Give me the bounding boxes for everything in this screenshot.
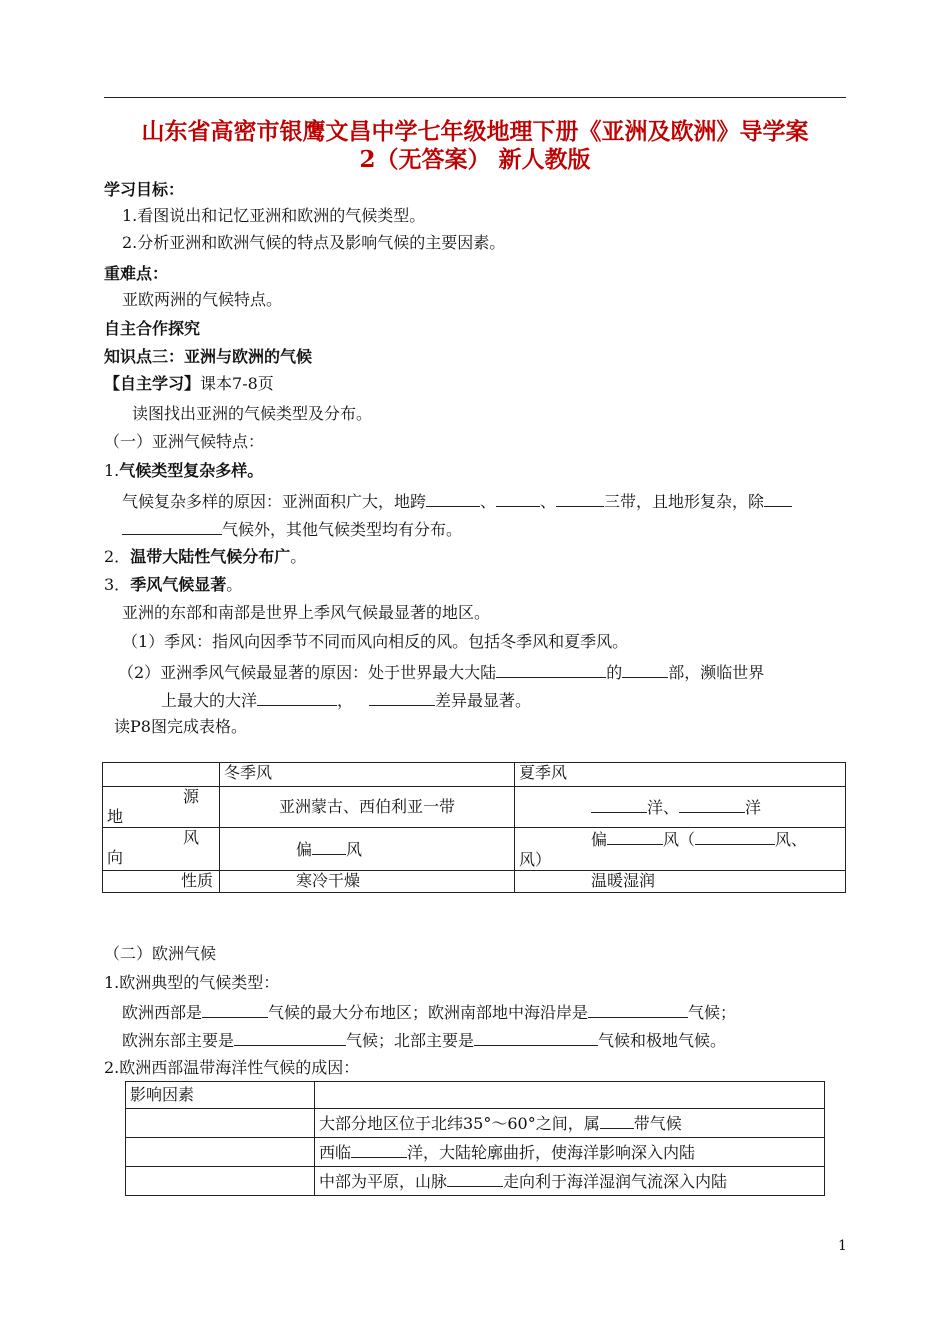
blank[interactable] bbox=[679, 796, 745, 813]
asia-reason-text-a: 气候复杂多样的原因：亚洲面积广大，地跨 bbox=[122, 492, 427, 511]
blank[interactable] bbox=[695, 828, 775, 845]
monsoon-reason-e: ， bbox=[337, 691, 354, 710]
table-cell bbox=[126, 1109, 315, 1138]
blank[interactable] bbox=[426, 490, 480, 507]
explore-heading: 自主合作探究 bbox=[104, 319, 201, 338]
table-header-summer: 夏季风 bbox=[515, 763, 846, 787]
factor-latitude bbox=[315, 1109, 825, 1138]
blank[interactable] bbox=[622, 661, 668, 678]
summer-direction-text: 偏 bbox=[591, 830, 608, 849]
row-label-part: 地 bbox=[107, 807, 124, 826]
header-rule bbox=[104, 97, 846, 98]
winter-direction bbox=[220, 828, 515, 871]
factor-header: 影响因素 bbox=[126, 1082, 315, 1109]
doc-title-line1: 山东省高密市银鹰文昌中学七年级地理下册《亚洲及欧洲》导学案 bbox=[141, 118, 809, 145]
table-row bbox=[126, 1167, 825, 1196]
kp3-heading: 知识点三：亚洲与欧洲的气候 bbox=[104, 347, 313, 366]
blank[interactable] bbox=[202, 1001, 268, 1018]
blank[interactable] bbox=[447, 1170, 503, 1187]
asia-point-3 bbox=[104, 575, 242, 595]
row-label-part: 源 bbox=[182, 787, 199, 806]
blank[interactable] bbox=[474, 1029, 598, 1046]
blank[interactable] bbox=[556, 490, 604, 507]
blank[interactable] bbox=[234, 1029, 346, 1046]
blank[interactable] bbox=[369, 689, 435, 706]
blank[interactable] bbox=[496, 661, 606, 678]
factor-text: 带气候 bbox=[633, 1114, 682, 1133]
table-row bbox=[126, 1082, 825, 1109]
blank[interactable] bbox=[496, 490, 540, 507]
factor-terrain bbox=[315, 1167, 825, 1196]
europe-west-text: 气候的最大分布地区；欧洲南部地中海沿岸是 bbox=[268, 1003, 589, 1022]
asia-reason-line-2 bbox=[122, 518, 462, 540]
factor-text: 走向利于海洋湿润气流深入内陆 bbox=[503, 1172, 728, 1191]
europe-east-line bbox=[122, 1029, 726, 1051]
factor-text: 洋，大陆轮廓曲折，使海洋影响深入内陆 bbox=[407, 1143, 696, 1162]
asia-section-heading: （一）亚洲气候特点： bbox=[104, 432, 265, 451]
page-number: 1 bbox=[838, 1238, 847, 1254]
asia-reason-line bbox=[122, 490, 792, 512]
asia-point-3-end: 。 bbox=[226, 575, 243, 594]
asia-point-1 bbox=[104, 461, 263, 481]
table-cell bbox=[315, 1082, 825, 1109]
monsoon-table bbox=[102, 762, 846, 893]
blank[interactable] bbox=[591, 796, 647, 813]
summer-direction-text: 风） bbox=[519, 850, 552, 869]
blank[interactable] bbox=[122, 518, 222, 535]
key-text: 亚欧两洲的气候特点。 bbox=[122, 290, 283, 309]
monsoon-reason-d: 上最大的大洋 bbox=[161, 691, 258, 710]
blank[interactable] bbox=[764, 490, 792, 507]
table-cell bbox=[126, 1167, 315, 1196]
blank[interactable] bbox=[312, 838, 346, 855]
asia-point-1-text: 气候类型复杂多样。 bbox=[119, 461, 264, 480]
read-map-instruction: 读图找出亚洲的气候类型及分布。 bbox=[132, 404, 373, 423]
asia-reason-text-c: 气候外，其他气候类型均有分布。 bbox=[222, 520, 463, 539]
monsoon-reason-a: （2）亚洲季风气候最显著的原因：处于世界最大大陆 bbox=[118, 663, 497, 682]
blank[interactable] bbox=[600, 1112, 634, 1129]
monsoon-reason-b: 的 bbox=[606, 663, 623, 682]
summer-source bbox=[515, 787, 846, 828]
factor-table bbox=[125, 1081, 825, 1196]
key-heading: 重难点： bbox=[104, 264, 169, 283]
asia-point-2 bbox=[104, 547, 306, 567]
asia-point-2-num: 2． bbox=[104, 547, 131, 566]
row-label-part: 向 bbox=[107, 848, 124, 867]
goal-2: 2.分析亚洲和欧洲气候的特点及影响气候的主要因素。 bbox=[122, 233, 506, 252]
doc-title-line2: 2（无答案） 新人教版 bbox=[359, 146, 591, 173]
table-row bbox=[126, 1138, 825, 1167]
winter-direction-text: 风 bbox=[346, 840, 363, 859]
table-row bbox=[103, 787, 846, 828]
asia-reason-text-b: 三带，且地形复杂，除 bbox=[604, 492, 765, 511]
self-study-pages: 课本7-8页 bbox=[200, 374, 274, 393]
winter-source: 亚洲蒙古、西伯利亚一带 bbox=[220, 787, 515, 828]
table-header-winter: 冬季风 bbox=[220, 763, 515, 787]
goals-heading: 学习目标： bbox=[104, 180, 185, 199]
europe-west-line bbox=[122, 1001, 736, 1023]
summer-direction bbox=[515, 828, 846, 871]
row-label-source bbox=[103, 787, 220, 828]
blank[interactable] bbox=[257, 689, 337, 706]
summer-nature: 温暖湿润 bbox=[515, 871, 846, 893]
europe-section-heading: （二）欧洲气候 bbox=[104, 944, 217, 963]
table-row bbox=[103, 828, 846, 871]
winter-nature: 寒冷干燥 bbox=[220, 871, 515, 893]
factor-text: 西临 bbox=[319, 1143, 352, 1162]
separator: 、 bbox=[540, 492, 557, 511]
table-cell bbox=[126, 1138, 315, 1167]
europe-west-text: 气候； bbox=[688, 1003, 737, 1022]
europe-point-2: 2.欧洲西部温带海洋性气候的成因： bbox=[104, 1058, 360, 1077]
table-row bbox=[103, 871, 846, 893]
summer-source-text: 洋、 bbox=[647, 798, 680, 817]
europe-point-1: 1.欧洲典型的气候类型： bbox=[104, 973, 280, 992]
asia-point-2-end: 。 bbox=[290, 547, 307, 566]
separator: 、 bbox=[480, 492, 497, 511]
monsoon-reason-c: 部，濒临世界 bbox=[668, 663, 765, 682]
summer-direction-text: 风（ bbox=[663, 830, 696, 849]
winter-direction-text: 偏 bbox=[296, 840, 313, 859]
asia-point-3-text: 季风气候显著 bbox=[130, 575, 227, 594]
read-p8-instruction: 读P8图完成表格。 bbox=[114, 717, 247, 736]
factor-ocean bbox=[315, 1138, 825, 1167]
monsoon-definition: （1）季风：指风向因季节不同而风向相反的风。包括冬季风和夏季风。 bbox=[122, 632, 629, 651]
factor-text: 大部分地区位于北纬35°～60°之间，属 bbox=[319, 1114, 600, 1133]
europe-east-text: 气候；北部主要是 bbox=[346, 1031, 475, 1050]
asia-point-1-num: 1. bbox=[104, 461, 120, 480]
monsoon-reason-line bbox=[118, 661, 764, 683]
row-label-part: 风 bbox=[182, 828, 199, 847]
row-label-nature: 性质 bbox=[103, 871, 220, 893]
monsoon-region: 亚洲的东部和南部是世界上季风气候最显著的地区。 bbox=[122, 603, 491, 622]
table-row bbox=[103, 763, 846, 787]
table-cell bbox=[103, 763, 220, 787]
factor-text: 中部为平原，山脉 bbox=[319, 1172, 448, 1191]
goal-1: 1.看图说出和记忆亚洲和欧洲的气候类型。 bbox=[122, 206, 426, 225]
self-study-line bbox=[104, 374, 274, 394]
europe-east-text: 气候和极地气候。 bbox=[598, 1031, 727, 1050]
asia-point-3-num: 3． bbox=[104, 575, 131, 594]
table-row bbox=[126, 1109, 825, 1138]
monsoon-reason-line-2 bbox=[161, 689, 531, 711]
monsoon-reason-f: 差异最显著。 bbox=[435, 691, 532, 710]
blank[interactable] bbox=[588, 1001, 688, 1018]
summer-source-text: 洋 bbox=[745, 798, 762, 817]
row-label-direction bbox=[103, 828, 220, 871]
blank[interactable] bbox=[351, 1141, 407, 1158]
asia-point-2-text: 温带大陆性气候分布广 bbox=[130, 547, 291, 566]
summer-direction-text: 风、 bbox=[775, 830, 808, 849]
europe-east-text: 欧洲东部主要是 bbox=[122, 1031, 235, 1050]
blank[interactable] bbox=[607, 828, 663, 845]
europe-west-text: 欧洲西部是 bbox=[122, 1003, 203, 1022]
self-study-label: 【自主学习】 bbox=[104, 374, 201, 393]
